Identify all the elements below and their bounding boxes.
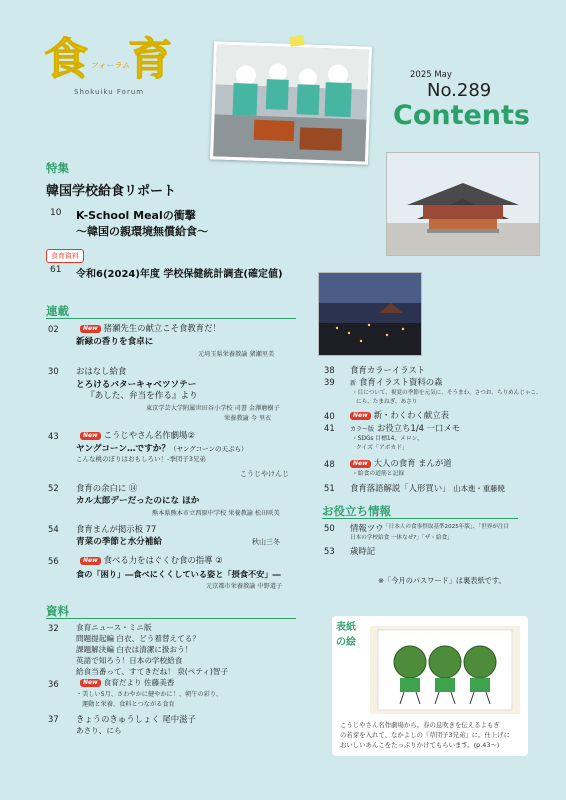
palace-image [387,153,539,255]
cover-box [332,616,528,756]
tokushu-item-line2: 〜韓国の親環境無償給食〜 [76,225,208,238]
rensai-item-02-title-text: 猪瀬先生の献立こそ食教育だ！ [103,323,221,333]
right-page-38: 38 [324,365,335,375]
tokushu-title: 韓国学校給食リポート [46,184,177,199]
shiryo-item-kyushoku-sub: あさり、にら [76,726,122,735]
oyakudachi-item-50-desc: 「日本人の食事摂取基準2025年版」、「世界が注目 [383,524,510,530]
shiryo-label: 資料 [46,604,69,618]
oyakudachi-page-53: 53 [324,546,335,556]
right-item-38-title: 食育カラーイラスト [350,365,426,375]
shiryo-item-mondai: 問題提起編 白衣、どう着替えてる？ [76,634,200,643]
rensai-page-02: 02 [48,324,59,334]
oyakudachi-item-50-desc2: 日本の学校給食 一体なぜ?」「ザ・給食」 [350,535,453,541]
right-item-41-prefix: カラー版 [350,426,375,433]
oyakudachi-page-50: 50 [324,523,335,533]
rensai-page-30: 30 [48,366,59,376]
right-item-48-title [350,459,452,468]
cover-label: 表紙の絵 [336,622,356,648]
right-item-39-note2: にら、たまねぎ、あさり [356,399,418,405]
right-page-39: 39 [324,377,335,387]
shiryo-page-37: 37 [48,714,59,724]
right-item-51-author: 山本進・重藤暁 [453,484,505,493]
rensai-item-56-title [80,556,223,565]
shiryo-item-toban: 給食当番って、すてきだね！ 泉(ペティ)智子 [76,667,229,676]
issue-date: 2025 May [410,70,452,80]
lunch-service-image [213,44,369,161]
right-page-41: 41 [324,423,335,433]
rensai-item-56-title-text: 食べる力をはぐくむ食の指導 ② [103,555,223,565]
rensai-item-30-sub2: 『あした、弁当を作る』より [86,391,198,401]
new-badge: New [80,325,101,333]
right-page-51: 51 [324,483,335,493]
right-item-41-note2: クイズ「アボカド」 [356,445,408,451]
password-note: ※「今月のパスワード」は裏表紙です。 [378,576,506,585]
cover-caption-2: の若芽を入れて、なかよしの『草団子3兄弟』に。仕上げに [340,731,511,739]
shiryo-divider [46,618,296,619]
rensai-item-30-author2: 栄養教諭 今 里衣 [224,415,272,422]
right-item-41-note1: ・SDGs 目標14、メロン、 [352,436,423,442]
rensai-page-56: 56 [48,556,59,566]
contents-heading: Contents [393,100,531,131]
rensai-item-30-author: 東京学芸大学附属世田谷小学校 司書 金澤磨樹子 [146,405,280,412]
rensai-item-52-sub: カル太郎デーだったのにな ほか [76,496,200,506]
oyakudachi-item-50-title: 情報ツウ [350,523,384,533]
rensai-item-43-title-text: こうじやさん名作劇場② [103,430,195,440]
photo-tape [289,35,304,47]
rensai-page-52: 52 [48,483,59,493]
rensai-item-02-title [80,324,221,333]
shiryo-item-dayori-text: 食育だより 佐藤美香 [103,678,175,687]
shiryo-item-news: 食育ニュース・ミニ版 [76,623,152,632]
rensai-item-43-title [80,431,195,440]
night-city-image [319,273,421,355]
shiryo-box-page: 61 [50,265,62,275]
right-page-40: 40 [324,411,335,421]
rensai-item-43-sub2: こんな桃のぼりはおもしろい！-季団子3兄弟 [76,455,206,463]
tokushu-item-line1: K-School Mealの衝撃 [76,209,196,222]
right-item-39-note1: ・目について、視覚の季節を元気に、そうまわ、さつお、ちりめんじゃこ、 [352,390,542,396]
right-page-48: 48 [324,459,335,469]
right-item-51-title [350,484,505,492]
oyakudachi-label: お役立ち情報 [322,504,391,518]
rensai-item-30-title: おはなし給食 [76,366,127,376]
rensai-item-54-author: 秋山三冬 [252,538,280,546]
shiryo-page-36: 36 [48,679,59,689]
rensai-item-54-title: 食育まんが掲示板 77 [76,524,157,534]
shiryo-item-kyushoku: きょうのきゅうしょく 尾中滋子 [76,714,196,724]
rensai-item-02-author: 元埼玉県栄養教諭 猪瀬里美 [198,351,275,358]
rensai-item-56-author: 元京都市栄養教諭 中野道子 [206,583,283,590]
cover-caption-3: おいしいあんこをたっぷりかけてもらいます。(p.43〜) [340,741,500,749]
right-item-51-title-text: 食育落語解説「人形買い」 [350,483,451,493]
rensai-item-54-sub: 青菜の季節と水分補給 [76,537,162,547]
shiryo-badge: 食育資料 [46,249,84,263]
rensai-item-43-sub-small: （ヤングコーンの天ぷら） [169,445,248,453]
shiryo-item-kadai: 課題解決編 白衣は清潔に扱おう！ [76,645,193,654]
logo-char-iku: 育 [128,34,172,85]
rensai-divider [46,318,296,319]
right-item-40-title-text: 新・わくわく献立表 [373,410,450,420]
logo-subtitle: Shokuiku Forum [74,88,145,96]
right-item-48-title-text: 大人の食育 まんが道 [373,458,452,468]
new-badge: New [80,679,101,687]
rensai-item-02-sub: 新緑の香りを食卓に [76,337,154,347]
rensai-item-30-sub: とろけるバターキャベツソテー [76,380,197,390]
right-item-39-title-text: 食育イラスト資料の森 [359,377,443,387]
oyakudachi-divider [322,518,518,519]
logo-script: フォーラム [90,61,130,70]
new-badge: New [80,557,101,565]
oyakudachi-item-53-title: 歳時記 [350,546,376,556]
right-item-41-title [350,424,460,433]
logo [44,34,194,98]
rensai-label: 連載 [46,304,69,318]
shiryo-item-eigo: 英語で知ろう！日本の学校給食 [76,656,183,665]
rensai-item-52-author: 熊本県熊本市立西原中学校 栄養教諭 松田咲美 [152,510,280,517]
cover-caption-1: こうじやさん名作劇場から。春の息吹きを伝えるよもぎ [340,721,500,729]
right-item-39-title [350,378,443,387]
rensai-item-52-title: 食育の余白に ⑭ [76,483,138,493]
rensai-item-43-sub-text: ヤングコーン…ですか？ [76,444,170,454]
rensai-item-43-author: こうじやけんじ [240,470,289,478]
logo-char-shoku: 食 [44,34,88,85]
new-badge: New [80,432,101,440]
right-item-48-note1: ・給食の道筋と記録 [352,471,405,477]
tokushu-label: 特集 [46,161,69,175]
rensai-item-56-sub: 食の「困り」―食べにくくしている姿と「摂食不安」― [76,569,281,579]
tokushu-page: 10 [50,208,62,218]
issue-number: No.289 [427,80,492,101]
rensai-page-43: 43 [48,431,59,441]
right-item-41-title-text: お役立ち1/4 一口メモ [377,423,461,433]
new-badge: New [350,460,371,468]
shiryo-page-32: 32 [48,623,59,633]
shiryo-item-dayori [80,679,174,687]
photo-lunch-service [210,41,372,164]
right-item-40-title [350,411,449,420]
shiryo-item-dayori-note2: 運動と栄養、食料とつながる食育 [82,701,175,708]
shiryo-box-title: 令和6(2024)年度 学校保健統計調査(確定値) [76,269,283,280]
rensai-page-54: 54 [48,524,59,534]
new-badge: New [350,412,371,420]
photo-night-city [318,272,422,356]
shiryo-item-dayori-note1: ・美しい5月、さわやかに健やかに！、朝午の彩り、 [76,691,223,698]
photo-palace [386,152,540,256]
cover-drawing [370,626,520,714]
rensai-item-43-sub [76,445,247,454]
right-item-39-prefix: 新 [350,380,357,387]
